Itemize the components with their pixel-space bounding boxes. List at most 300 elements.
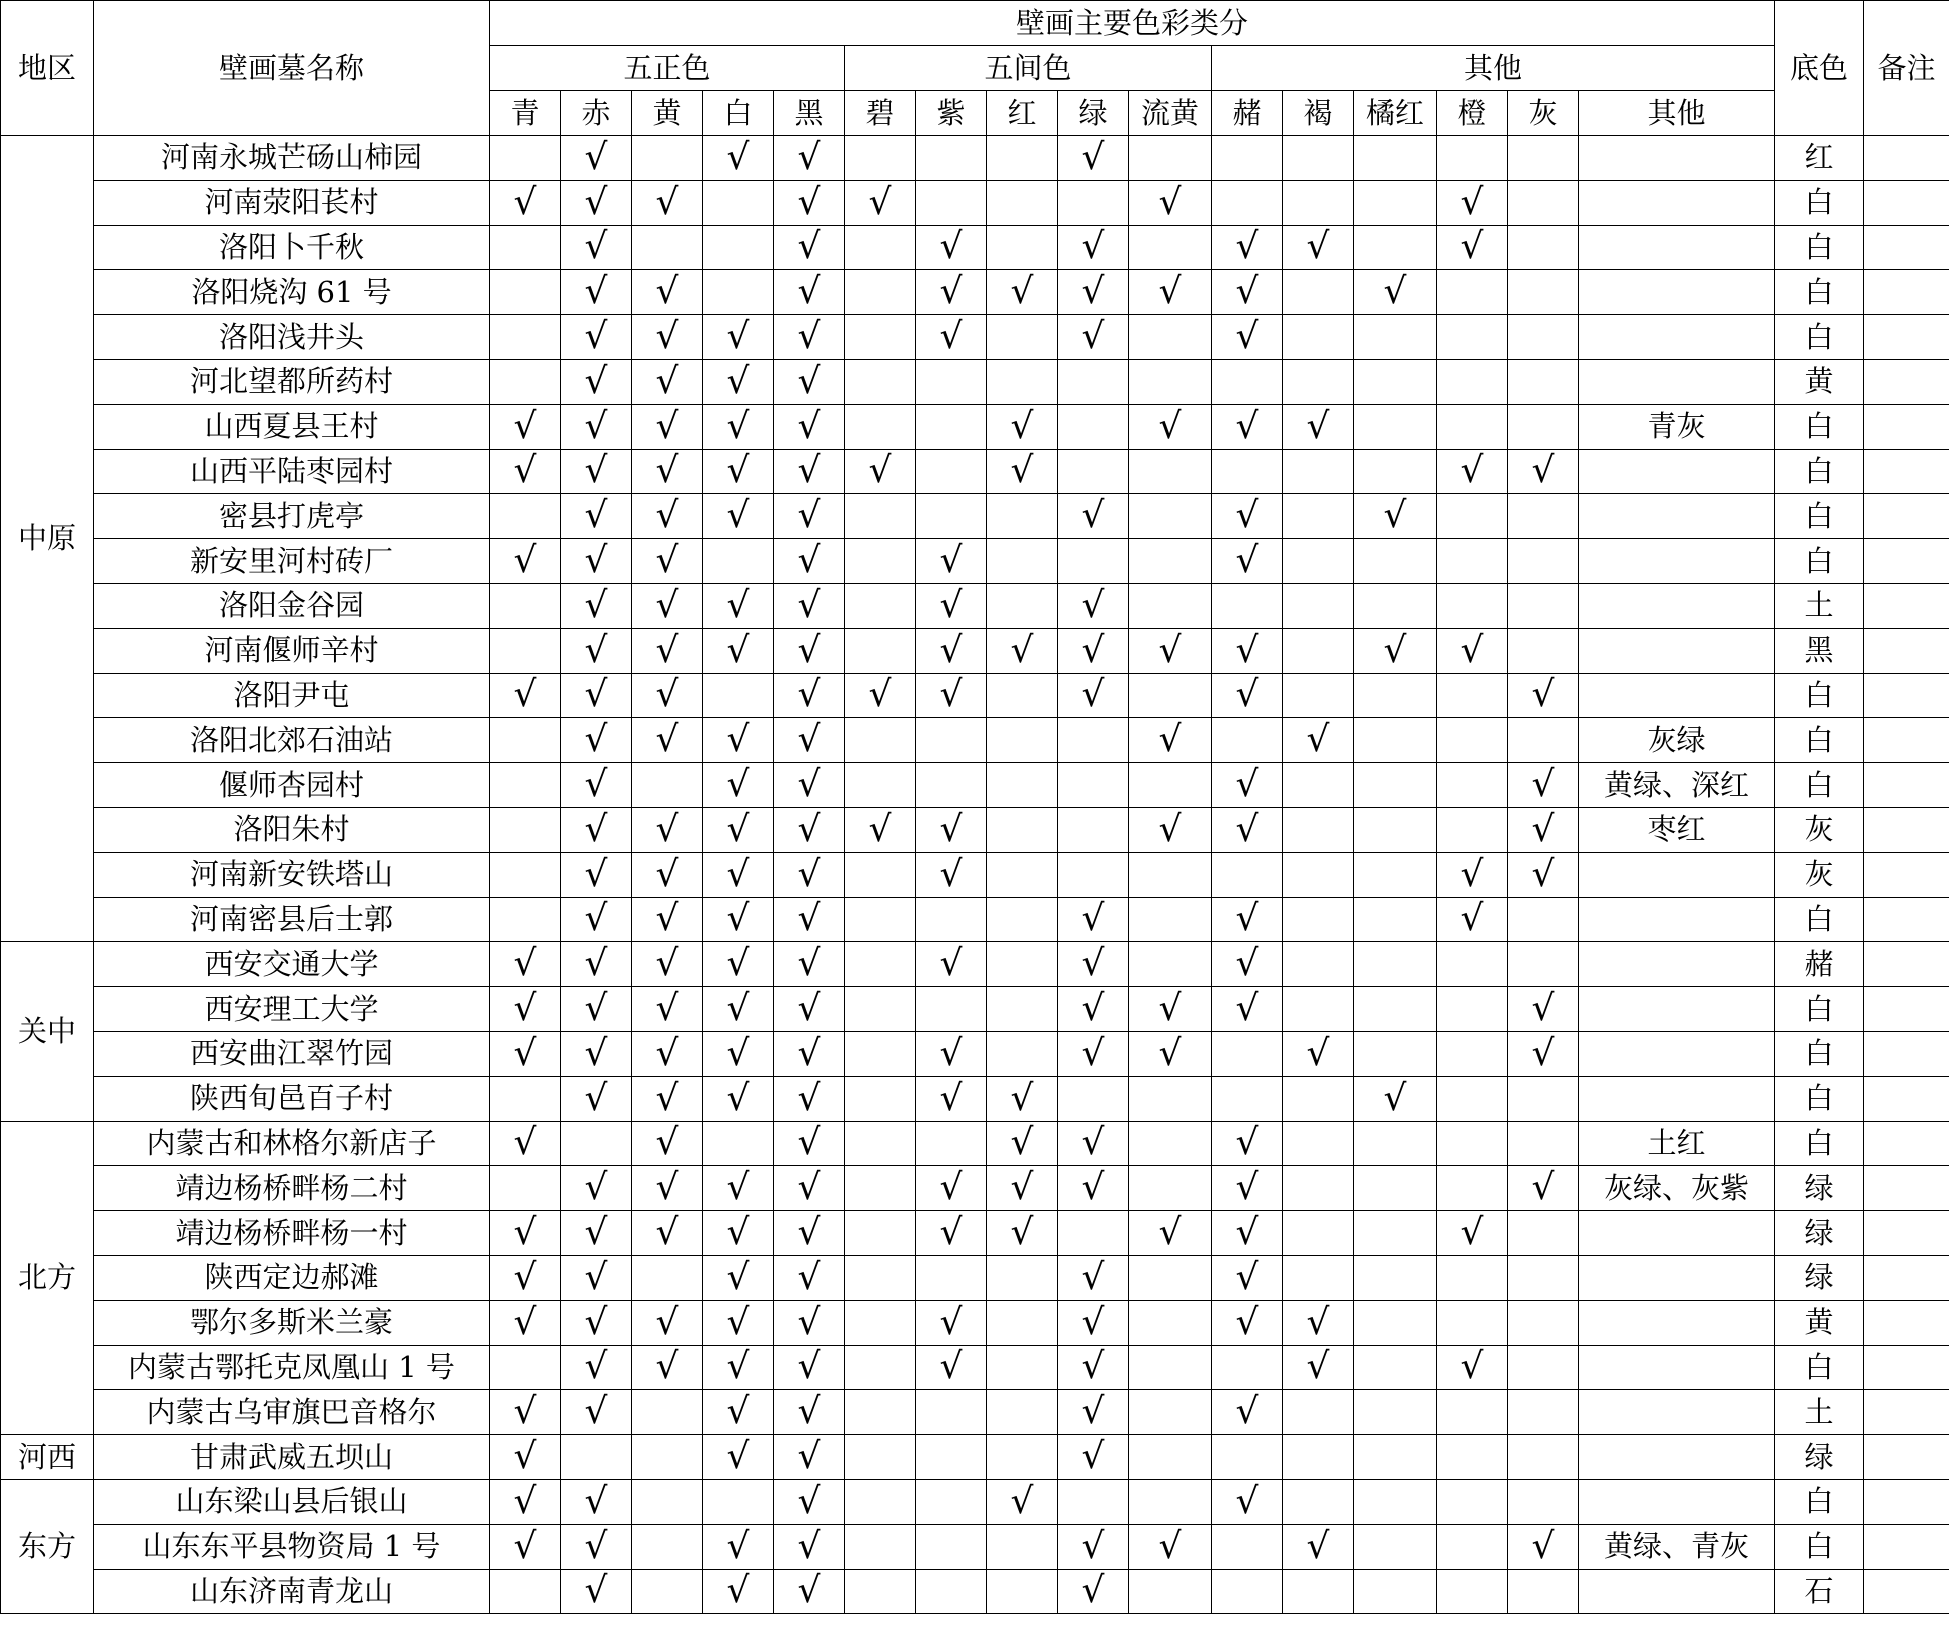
check-mark: √ xyxy=(1508,1031,1579,1076)
check-mark: √ xyxy=(1129,718,1212,763)
table-row xyxy=(1,1076,1949,1121)
empty-cell xyxy=(490,807,561,852)
remarks-cell xyxy=(1864,136,1949,181)
empty-cell xyxy=(1354,1390,1437,1435)
check-mark: √ xyxy=(1508,987,1579,1032)
check-mark: √ xyxy=(1129,270,1212,315)
tomb-name-cell: 洛阳尹屯 xyxy=(94,673,490,718)
base-color-cell: 白 xyxy=(1775,1121,1864,1166)
empty-cell xyxy=(1058,449,1129,494)
empty-cell xyxy=(1508,1345,1579,1390)
check-mark: √ xyxy=(987,1121,1058,1166)
empty-cell xyxy=(987,1255,1058,1300)
check-mark: √ xyxy=(490,1390,561,1435)
check-mark: √ xyxy=(1437,628,1508,673)
empty-cell xyxy=(1354,1479,1437,1524)
remarks-cell xyxy=(1864,1076,1949,1121)
check-mark: √ xyxy=(1129,1031,1212,1076)
empty-cell xyxy=(845,1121,916,1166)
base-color-cell: 白 xyxy=(1775,763,1864,808)
check-mark: √ xyxy=(774,539,845,584)
check-mark: √ xyxy=(1058,942,1129,987)
check-mark: √ xyxy=(632,1345,703,1390)
check-mark: √ xyxy=(987,449,1058,494)
empty-cell xyxy=(845,359,916,404)
empty-cell xyxy=(845,1166,916,1211)
check-mark: √ xyxy=(916,1076,987,1121)
check-mark: √ xyxy=(561,225,632,270)
check-mark: √ xyxy=(987,1211,1058,1256)
check-mark: √ xyxy=(1212,942,1283,987)
other-colors-cell xyxy=(1579,539,1775,584)
empty-cell xyxy=(845,1479,916,1524)
empty-cell xyxy=(987,987,1058,1032)
other-colors-cell: 黄绿、青灰 xyxy=(1579,1524,1775,1569)
check-mark: √ xyxy=(1058,628,1129,673)
base-color-cell: 白 xyxy=(1775,1345,1864,1390)
empty-cell xyxy=(1508,897,1579,942)
other-colors-cell xyxy=(1579,1390,1775,1435)
header-color-column: 红 xyxy=(987,91,1058,136)
tomb-name-cell: 河南偃师辛村 xyxy=(94,628,490,673)
check-mark: √ xyxy=(490,1300,561,1345)
empty-cell xyxy=(1508,1390,1579,1435)
check-mark: √ xyxy=(1212,897,1283,942)
table-row xyxy=(1,942,1949,987)
empty-cell xyxy=(1129,315,1212,360)
empty-cell xyxy=(1058,807,1129,852)
empty-cell xyxy=(845,270,916,315)
empty-cell xyxy=(632,1390,703,1435)
empty-cell xyxy=(1283,583,1354,628)
empty-cell xyxy=(490,1569,561,1614)
empty-cell xyxy=(1437,1076,1508,1121)
empty-cell xyxy=(1212,718,1283,763)
tomb-name-cell: 河南永城芒砀山柿园 xyxy=(94,136,490,181)
check-mark: √ xyxy=(1437,1345,1508,1390)
check-mark: √ xyxy=(632,494,703,539)
empty-cell xyxy=(490,136,561,181)
base-color-cell: 绿 xyxy=(1775,1435,1864,1480)
remarks-cell xyxy=(1864,494,1949,539)
empty-cell xyxy=(1129,359,1212,404)
header-group-five-primary: 五正色 xyxy=(490,46,845,91)
empty-cell xyxy=(1212,1076,1283,1121)
empty-cell xyxy=(1508,718,1579,763)
empty-cell xyxy=(845,1300,916,1345)
other-colors-cell xyxy=(1579,897,1775,942)
empty-cell xyxy=(1283,359,1354,404)
check-mark: √ xyxy=(774,270,845,315)
check-mark: √ xyxy=(1283,404,1354,449)
empty-cell xyxy=(987,1390,1058,1435)
check-mark: √ xyxy=(1212,807,1283,852)
empty-cell xyxy=(1508,1255,1579,1300)
base-color-cell: 白 xyxy=(1775,494,1864,539)
check-mark: √ xyxy=(703,1569,774,1614)
check-mark: √ xyxy=(1058,1255,1129,1300)
empty-cell xyxy=(1129,852,1212,897)
check-mark: √ xyxy=(916,1300,987,1345)
check-mark: √ xyxy=(703,1166,774,1211)
header-remarks: 备注 xyxy=(1864,1,1949,136)
table-row xyxy=(1,449,1949,494)
empty-cell xyxy=(490,763,561,808)
check-mark: √ xyxy=(561,449,632,494)
empty-cell xyxy=(1354,1569,1437,1614)
header-color-column: 黑 xyxy=(774,91,845,136)
empty-cell xyxy=(490,1076,561,1121)
check-mark: √ xyxy=(774,315,845,360)
check-mark: √ xyxy=(774,673,845,718)
empty-cell xyxy=(1283,315,1354,360)
empty-cell xyxy=(1212,1569,1283,1614)
check-mark: √ xyxy=(561,136,632,181)
header-group-five-intermediate: 五间色 xyxy=(845,46,1212,91)
empty-cell xyxy=(1129,1435,1212,1480)
empty-cell xyxy=(1354,1166,1437,1211)
check-mark: √ xyxy=(1129,807,1212,852)
check-mark: √ xyxy=(1508,763,1579,808)
check-mark: √ xyxy=(703,718,774,763)
remarks-cell xyxy=(1864,1345,1949,1390)
check-mark: √ xyxy=(561,539,632,584)
remarks-cell xyxy=(1864,180,1949,225)
base-color-cell: 白 xyxy=(1775,539,1864,584)
check-mark: √ xyxy=(845,449,916,494)
check-mark: √ xyxy=(774,763,845,808)
empty-cell xyxy=(987,583,1058,628)
empty-cell xyxy=(1437,404,1508,449)
check-mark: √ xyxy=(774,987,845,1032)
empty-cell xyxy=(916,1390,987,1435)
base-color-cell: 赭 xyxy=(1775,942,1864,987)
empty-cell xyxy=(845,136,916,181)
table-row xyxy=(1,1569,1949,1614)
empty-cell xyxy=(1508,539,1579,584)
empty-cell xyxy=(1508,180,1579,225)
check-mark: √ xyxy=(561,807,632,852)
empty-cell xyxy=(845,1345,916,1390)
other-colors-cell xyxy=(1579,359,1775,404)
empty-cell xyxy=(1283,897,1354,942)
empty-cell xyxy=(1437,1255,1508,1300)
empty-cell xyxy=(632,1524,703,1569)
header-color-column: 流黄 xyxy=(1129,91,1212,136)
check-mark: √ xyxy=(1212,987,1283,1032)
check-mark: √ xyxy=(1212,1255,1283,1300)
empty-cell xyxy=(845,1435,916,1480)
empty-cell xyxy=(987,539,1058,584)
base-color-cell: 绿 xyxy=(1775,1166,1864,1211)
base-color-cell: 白 xyxy=(1775,270,1864,315)
empty-cell xyxy=(490,628,561,673)
empty-cell xyxy=(1129,673,1212,718)
empty-cell xyxy=(916,359,987,404)
check-mark: √ xyxy=(774,1300,845,1345)
check-mark: √ xyxy=(845,673,916,718)
check-mark: √ xyxy=(774,1255,845,1300)
check-mark: √ xyxy=(1058,1390,1129,1435)
check-mark: √ xyxy=(561,1479,632,1524)
header-color-column: 其他 xyxy=(1579,91,1775,136)
empty-cell xyxy=(1283,1390,1354,1435)
base-color-cell: 白 xyxy=(1775,315,1864,360)
tomb-name-cell: 靖边杨桥畔杨一村 xyxy=(94,1211,490,1256)
base-color-cell: 黑 xyxy=(1775,628,1864,673)
empty-cell xyxy=(1129,494,1212,539)
base-color-cell: 红 xyxy=(1775,136,1864,181)
check-mark: √ xyxy=(632,583,703,628)
empty-cell xyxy=(490,852,561,897)
check-mark: √ xyxy=(632,359,703,404)
check-mark: √ xyxy=(987,404,1058,449)
check-mark: √ xyxy=(703,449,774,494)
empty-cell xyxy=(987,315,1058,360)
tomb-name-cell: 河南荥阳苌村 xyxy=(94,180,490,225)
check-mark: √ xyxy=(774,1166,845,1211)
check-mark: √ xyxy=(632,1166,703,1211)
empty-cell xyxy=(1437,1300,1508,1345)
empty-cell xyxy=(490,270,561,315)
check-mark: √ xyxy=(1058,1569,1129,1614)
empty-cell xyxy=(1212,1345,1283,1390)
empty-cell xyxy=(1354,315,1437,360)
empty-cell xyxy=(1354,987,1437,1032)
check-mark: √ xyxy=(916,225,987,270)
table-row xyxy=(1,1031,1949,1076)
base-color-cell: 白 xyxy=(1775,449,1864,494)
check-mark: √ xyxy=(1058,1435,1129,1480)
check-mark: √ xyxy=(916,583,987,628)
header-tomb-name: 壁画墓名称 xyxy=(94,1,490,136)
empty-cell xyxy=(916,180,987,225)
table-row xyxy=(1,1300,1949,1345)
check-mark: √ xyxy=(703,583,774,628)
other-colors-cell xyxy=(1579,852,1775,897)
other-colors-cell xyxy=(1579,942,1775,987)
check-mark: √ xyxy=(703,987,774,1032)
other-colors-cell xyxy=(1579,136,1775,181)
check-mark: √ xyxy=(845,807,916,852)
empty-cell xyxy=(845,1211,916,1256)
header-color-column: 白 xyxy=(703,91,774,136)
base-color-cell: 石 xyxy=(1775,1569,1864,1614)
check-mark: √ xyxy=(1212,1390,1283,1435)
empty-cell xyxy=(916,987,987,1032)
check-mark: √ xyxy=(1058,270,1129,315)
empty-cell xyxy=(1212,180,1283,225)
check-mark: √ xyxy=(987,628,1058,673)
check-mark: √ xyxy=(703,1390,774,1435)
empty-cell xyxy=(1283,628,1354,673)
check-mark: √ xyxy=(561,1300,632,1345)
tomb-name-cell: 山东济南青龙山 xyxy=(94,1569,490,1614)
remarks-cell xyxy=(1864,1390,1949,1435)
empty-cell xyxy=(845,1524,916,1569)
base-color-cell: 白 xyxy=(1775,1076,1864,1121)
header-region: 地区 xyxy=(1,1,94,136)
check-mark: √ xyxy=(1437,1211,1508,1256)
check-mark: √ xyxy=(632,1031,703,1076)
empty-cell xyxy=(1129,1300,1212,1345)
empty-cell xyxy=(1354,942,1437,987)
empty-cell xyxy=(1437,583,1508,628)
empty-cell xyxy=(1058,1076,1129,1121)
check-mark: √ xyxy=(774,449,845,494)
empty-cell xyxy=(916,1435,987,1480)
table-row xyxy=(1,628,1949,673)
empty-cell xyxy=(1508,1211,1579,1256)
empty-cell xyxy=(1508,270,1579,315)
tomb-name-cell: 陕西旬邑百子村 xyxy=(94,1076,490,1121)
other-colors-cell xyxy=(1579,1211,1775,1256)
table-row xyxy=(1,1390,1949,1435)
empty-cell xyxy=(1212,359,1283,404)
empty-cell xyxy=(845,1031,916,1076)
check-mark: √ xyxy=(1212,763,1283,808)
check-mark: √ xyxy=(561,1569,632,1614)
empty-cell xyxy=(1437,539,1508,584)
empty-cell xyxy=(1354,1300,1437,1345)
check-mark: √ xyxy=(774,807,845,852)
empty-cell xyxy=(703,1479,774,1524)
empty-cell xyxy=(1354,404,1437,449)
table-row xyxy=(1,807,1949,852)
empty-cell xyxy=(1354,852,1437,897)
empty-cell xyxy=(703,180,774,225)
check-mark: √ xyxy=(1129,180,1212,225)
empty-cell xyxy=(490,359,561,404)
remarks-cell xyxy=(1864,718,1949,763)
empty-cell xyxy=(1354,1345,1437,1390)
empty-cell xyxy=(1129,449,1212,494)
empty-cell xyxy=(916,1524,987,1569)
check-mark: √ xyxy=(1058,1121,1129,1166)
check-mark: √ xyxy=(774,136,845,181)
check-mark: √ xyxy=(703,404,774,449)
empty-cell xyxy=(987,1524,1058,1569)
empty-cell xyxy=(1437,987,1508,1032)
empty-cell xyxy=(1437,1524,1508,1569)
empty-cell xyxy=(1508,136,1579,181)
empty-cell xyxy=(845,404,916,449)
remarks-cell xyxy=(1864,673,1949,718)
check-mark: √ xyxy=(774,897,845,942)
header-color-column: 绿 xyxy=(1058,91,1129,136)
check-mark: √ xyxy=(916,1166,987,1211)
check-mark: √ xyxy=(703,897,774,942)
check-mark: √ xyxy=(1283,718,1354,763)
check-mark: √ xyxy=(1283,1300,1354,1345)
other-colors-cell xyxy=(1579,1569,1775,1614)
region-cell: 北方 xyxy=(1,1121,94,1435)
remarks-cell xyxy=(1864,807,1949,852)
empty-cell xyxy=(1129,225,1212,270)
table-row xyxy=(1,315,1949,360)
other-colors-cell: 黄绿、深红 xyxy=(1579,763,1775,808)
empty-cell xyxy=(1508,225,1579,270)
check-mark: √ xyxy=(1058,673,1129,718)
other-colors-cell: 土红 xyxy=(1579,1121,1775,1166)
header-group-other: 其他 xyxy=(1212,46,1775,91)
tomb-name-cell: 山西平陆枣园村 xyxy=(94,449,490,494)
header-color-column: 赭 xyxy=(1212,91,1283,136)
empty-cell xyxy=(1508,1435,1579,1480)
base-color-cell: 白 xyxy=(1775,1524,1864,1569)
empty-cell xyxy=(1437,1435,1508,1480)
check-mark: √ xyxy=(1212,1211,1283,1256)
empty-cell xyxy=(1437,1166,1508,1211)
remarks-cell xyxy=(1864,942,1949,987)
region-cell: 中原 xyxy=(1,136,94,942)
check-mark: √ xyxy=(490,1435,561,1480)
check-mark: √ xyxy=(1354,270,1437,315)
other-colors-cell xyxy=(1579,673,1775,718)
check-mark: √ xyxy=(987,1076,1058,1121)
tomb-name-cell: 山东东平县物资局 1 号 xyxy=(94,1524,490,1569)
empty-cell xyxy=(1283,1435,1354,1480)
empty-cell xyxy=(1129,942,1212,987)
empty-cell xyxy=(1354,1255,1437,1300)
empty-cell xyxy=(490,718,561,763)
header-main-colors: 壁画主要色彩类分 xyxy=(490,1,1775,46)
empty-cell xyxy=(1283,1166,1354,1211)
check-mark: √ xyxy=(1058,225,1129,270)
check-mark: √ xyxy=(987,1479,1058,1524)
remarks-cell xyxy=(1864,225,1949,270)
remarks-cell xyxy=(1864,852,1949,897)
tomb-name-cell: 河南密县后士郭 xyxy=(94,897,490,942)
check-mark: √ xyxy=(561,1031,632,1076)
empty-cell xyxy=(703,539,774,584)
base-color-cell: 土 xyxy=(1775,1390,1864,1435)
check-mark: √ xyxy=(916,270,987,315)
other-colors-cell xyxy=(1579,449,1775,494)
empty-cell xyxy=(1354,583,1437,628)
empty-cell xyxy=(1212,583,1283,628)
check-mark: √ xyxy=(1058,1031,1129,1076)
check-mark: √ xyxy=(703,852,774,897)
check-mark: √ xyxy=(703,1076,774,1121)
other-colors-cell xyxy=(1579,1479,1775,1524)
check-mark: √ xyxy=(561,987,632,1032)
empty-cell xyxy=(1129,1255,1212,1300)
check-mark: √ xyxy=(632,628,703,673)
remarks-cell xyxy=(1864,270,1949,315)
empty-cell xyxy=(987,136,1058,181)
remarks-cell xyxy=(1864,1479,1949,1524)
empty-cell xyxy=(1283,1121,1354,1166)
check-mark: √ xyxy=(490,987,561,1032)
remarks-cell xyxy=(1864,1255,1949,1300)
empty-cell xyxy=(1508,1479,1579,1524)
empty-cell xyxy=(1283,1479,1354,1524)
remarks-cell xyxy=(1864,1300,1949,1345)
empty-cell xyxy=(987,1031,1058,1076)
header-color-column: 橙 xyxy=(1437,91,1508,136)
empty-cell xyxy=(1058,1211,1129,1256)
empty-cell xyxy=(1129,1345,1212,1390)
check-mark: √ xyxy=(632,270,703,315)
region-cell: 东方 xyxy=(1,1479,94,1613)
empty-cell xyxy=(490,494,561,539)
base-color-cell: 灰 xyxy=(1775,852,1864,897)
empty-cell xyxy=(987,897,1058,942)
empty-cell xyxy=(1354,1031,1437,1076)
check-mark: √ xyxy=(1283,225,1354,270)
empty-cell xyxy=(987,494,1058,539)
